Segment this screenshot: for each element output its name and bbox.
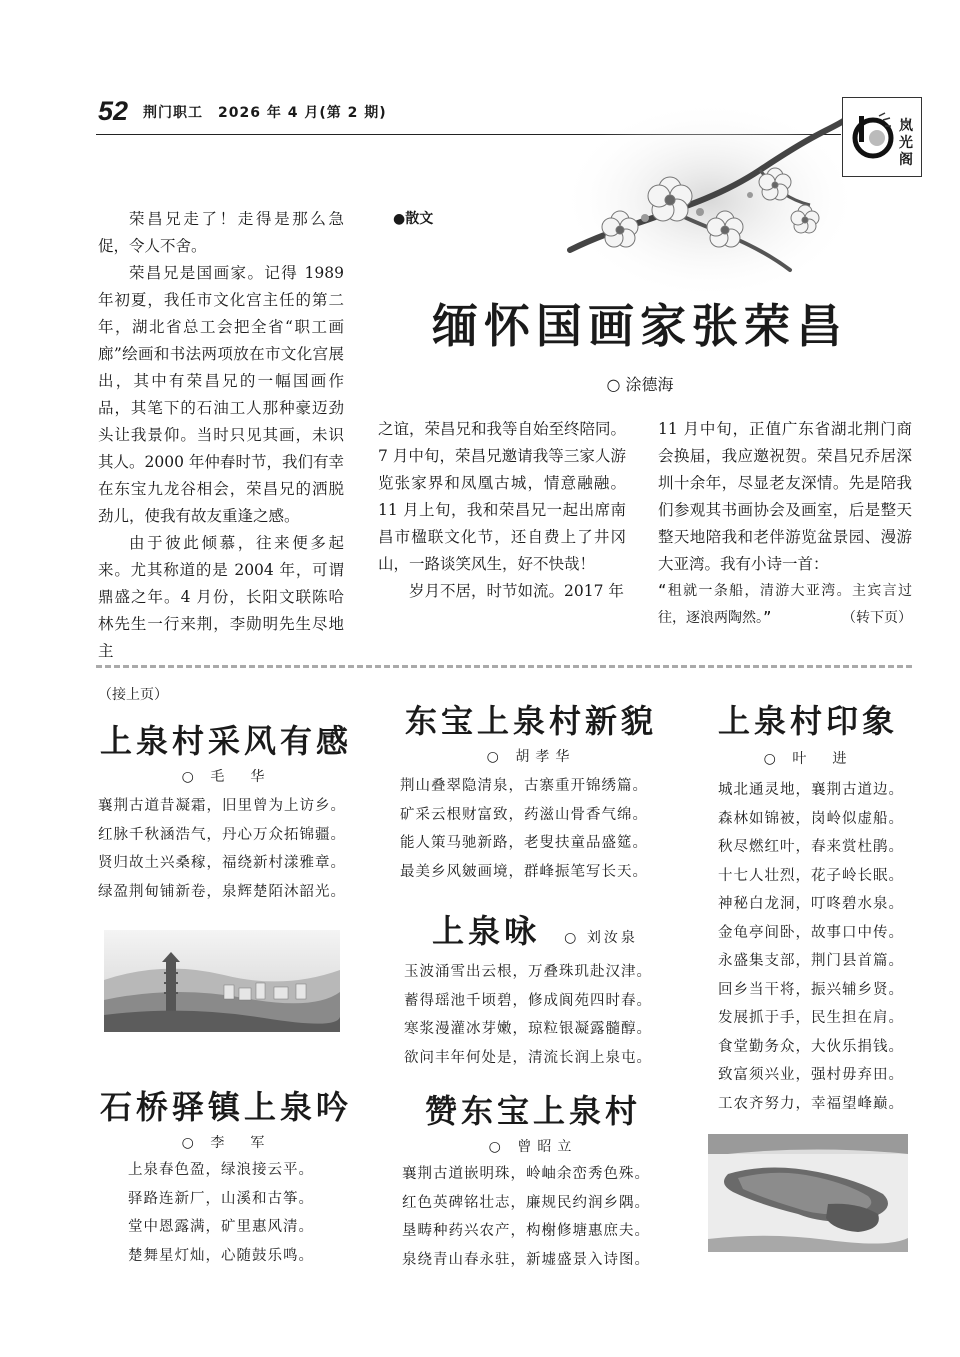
poem-line: 最美乡风皴画境，群峰振笔写长天。 — [400, 863, 648, 880]
poem-title: 上泉咏 — [432, 912, 541, 950]
paragraph: 由于彼此倾慕，往来便多起来。尤其称道的是 2004 年，可谓鼎盛之年。4 月份，长阳文联陈哈林先生一行来荆，李勋明先生尽地主 — [98, 534, 344, 660]
poem-line: 欲问丰年何处是，清流长润上泉屯。 — [404, 1049, 652, 1066]
poem-line: 驿路连新厂，山溪和古筝。 — [128, 1190, 314, 1207]
paragraph: 荣昌兄是国画家。记得 1989 年初夏，我任市文化宫主任的第二年，湖北省总工会把全省“职工画廊”绘画和书法两项放在市文化宫展出，其中有荣昌兄的一幅国画作品，其笔下的石油工人那种豪迈劲头让我景仰。当时只见其画，未识其人。2000 年仲春时节，我们有幸在东宝九龙谷相会，荣昌兄的洒脱劲儿，使我有故友重逢之感。 — [98, 264, 344, 525]
continued-from-label: （接上页） — [98, 687, 168, 703]
poem-line: 城北通灵地，襄荆古道边。 — [718, 782, 904, 798]
column-logo-text: 岚光阁 — [899, 118, 913, 168]
essay-author: ○ 涂德海 — [606, 375, 674, 394]
poem-line: 永盛集支部，荆门县首篇。 — [718, 953, 904, 969]
plum-blossom-illustration — [560, 100, 850, 320]
poem-block — [402, 1086, 664, 1274]
paragraph: 岁月不居，时节如流。2017 年 — [409, 582, 624, 600]
poem-line: 食堂勤务众，大伙乐捐钱。 — [718, 1038, 904, 1055]
poem-line: 回乡当干将，振兴辅乡贤。 — [718, 981, 904, 998]
essay-column-2 — [378, 416, 626, 605]
essay-column-1 — [98, 206, 344, 665]
poem-line: 十七人壮烈，花子岭长眠。 — [718, 867, 904, 884]
publication-info: 荆门职工 2026 年 4 月(第 2 期) — [143, 105, 387, 121]
poem-lines — [402, 1160, 664, 1274]
poem-title: 上泉村采风有感 — [99, 722, 352, 760]
poem-line: 红脉千秋涵浩气，丹心万众拓锦疆。 — [98, 826, 346, 843]
poem-title: 石桥驿镇上泉吟 — [99, 1088, 352, 1126]
poem-line: 贤归故土兴桑稼，福绕新村漾雅章。 — [98, 855, 346, 871]
poem-line: 秋尽燃红叶，春来赏杜鹃。 — [718, 839, 904, 855]
poem-block — [98, 1082, 354, 1270]
poem-block — [700, 696, 916, 1118]
poem-line: 红色英碑铭壮志，廉规民约润乡隅。 — [402, 1194, 650, 1211]
poem-author: ○ 刘汝泉 — [564, 930, 638, 946]
poem-line: 蓄得瑶池千顷碧，修成阆苑四时春。 — [404, 992, 652, 1009]
page-number: 52 — [98, 96, 129, 126]
poem-block — [404, 906, 666, 1072]
poem-author: ○ 李 军 — [181, 1135, 271, 1151]
poem-author: ○ 曾昭立 — [488, 1139, 578, 1155]
poem-line: 垦畴种药兴农产，构榭修塘惠庶夫。 — [402, 1223, 650, 1239]
poem-block — [400, 696, 662, 886]
poem-line: 致富须兴业，强村毋弃田。 — [718, 1067, 904, 1083]
section-tag: ●散文 — [393, 211, 434, 227]
poem-line: 寒浆漫灌冰芽嫩，琼粒银凝露髓醇。 — [404, 1021, 652, 1037]
poem-lines — [98, 792, 354, 906]
poem-line: 泉绕青山春永驻，新墟盛景入诗图。 — [402, 1251, 650, 1268]
poem-line: 神秘白龙洞，叮咚碧水泉。 — [718, 896, 904, 912]
lake-island-photo — [708, 1134, 908, 1252]
poem-line: 襄荆古道嵌明珠，岭岫余峦秀色殊。 — [402, 1166, 650, 1182]
town-landscape-photo — [104, 930, 340, 1032]
poem-author: ○ 毛 华 — [181, 769, 271, 785]
poem-line: 楚舞星灯灿，心随鼓乐鸣。 — [128, 1247, 314, 1264]
poem-author: ○ 叶 进 — [763, 751, 853, 767]
poem-lines — [404, 958, 666, 1072]
continued-next-page: （转下页） — [842, 610, 912, 626]
poem-line: 绿盈荆甸铺新卷，泉辉楚陌沐韶光。 — [98, 883, 346, 900]
poem-heading — [404, 906, 666, 952]
essay-column-3 — [658, 416, 912, 632]
poem-line: 矿采云根财富致，药滋山骨香气绵。 — [400, 806, 648, 823]
poem-line: 玉波涌雪出云根，万叠珠玑赴汉津。 — [404, 964, 652, 980]
poem-line: 上泉春色盈，绿浪接云平。 — [128, 1162, 314, 1178]
poem-lines — [98, 1156, 354, 1270]
poem-line: 堂中恩露满，矿里惠风清。 — [128, 1219, 314, 1235]
poem-title: 东宝上泉村新貌 — [404, 702, 657, 740]
essay-title: 缅怀国画家张荣昌 — [432, 299, 848, 353]
brush-circle-icon — [849, 112, 897, 160]
section-divider — [96, 665, 912, 668]
poem-line: 荆山叠翠隐清泉，古寨重开锦绣篇。 — [400, 778, 648, 794]
poem-lines — [700, 776, 916, 1118]
poem-line: 森林如锦被，岗岭似虚船。 — [718, 810, 904, 827]
poem-lines — [400, 772, 662, 886]
paragraph: 之谊，荣昌兄和我等自始至终陪同。7 月中旬，荣昌兄邀请我等三家人游览张家界和凤凰古城，情意融融。11 月上旬，我和荣昌兄一起出席南昌市楹联文化节，还自费上了井冈山，一路谈笑风生，好不快哉！ — [378, 420, 627, 573]
poem-line: 金龟亭间卧，故事口中传。 — [718, 924, 904, 941]
poem-block — [98, 716, 354, 906]
poem-line: 能人策马驰新路，老叟扶童品盛筵。 — [400, 835, 648, 851]
poem-title: 上泉村印象 — [717, 702, 898, 740]
poem-line: 工农齐努力，幸福望峰巅。 — [718, 1095, 904, 1112]
column-logo — [842, 97, 922, 177]
poem-line: 发展抓于手，民生担在肩。 — [718, 1010, 904, 1026]
embedded-poem: “租就一条船，清游大亚湾。主宾言过往，逐浪两陶然。” — [658, 583, 912, 626]
poem-line: 襄荆古道昔凝霜，旧里曾为上访乡。 — [98, 798, 346, 814]
poem-title: 赞东宝上泉村 — [424, 1092, 641, 1130]
paragraph: 荣昌兄走了！走得是那么急促，令人不舍。 — [98, 210, 344, 255]
poem-author: ○ 胡孝华 — [486, 749, 576, 765]
paragraph: 11 月中旬，正值广东省湖北荆门商会换届，我应邀祝贺。荣昌兄乔居深圳十余年，尽显老友深情。先是陪我们参观其书画协会及画室，后是整天整天地陪我和老伴游览盆景园、漫游大亚湾。我有小诗一首： — [658, 420, 912, 573]
